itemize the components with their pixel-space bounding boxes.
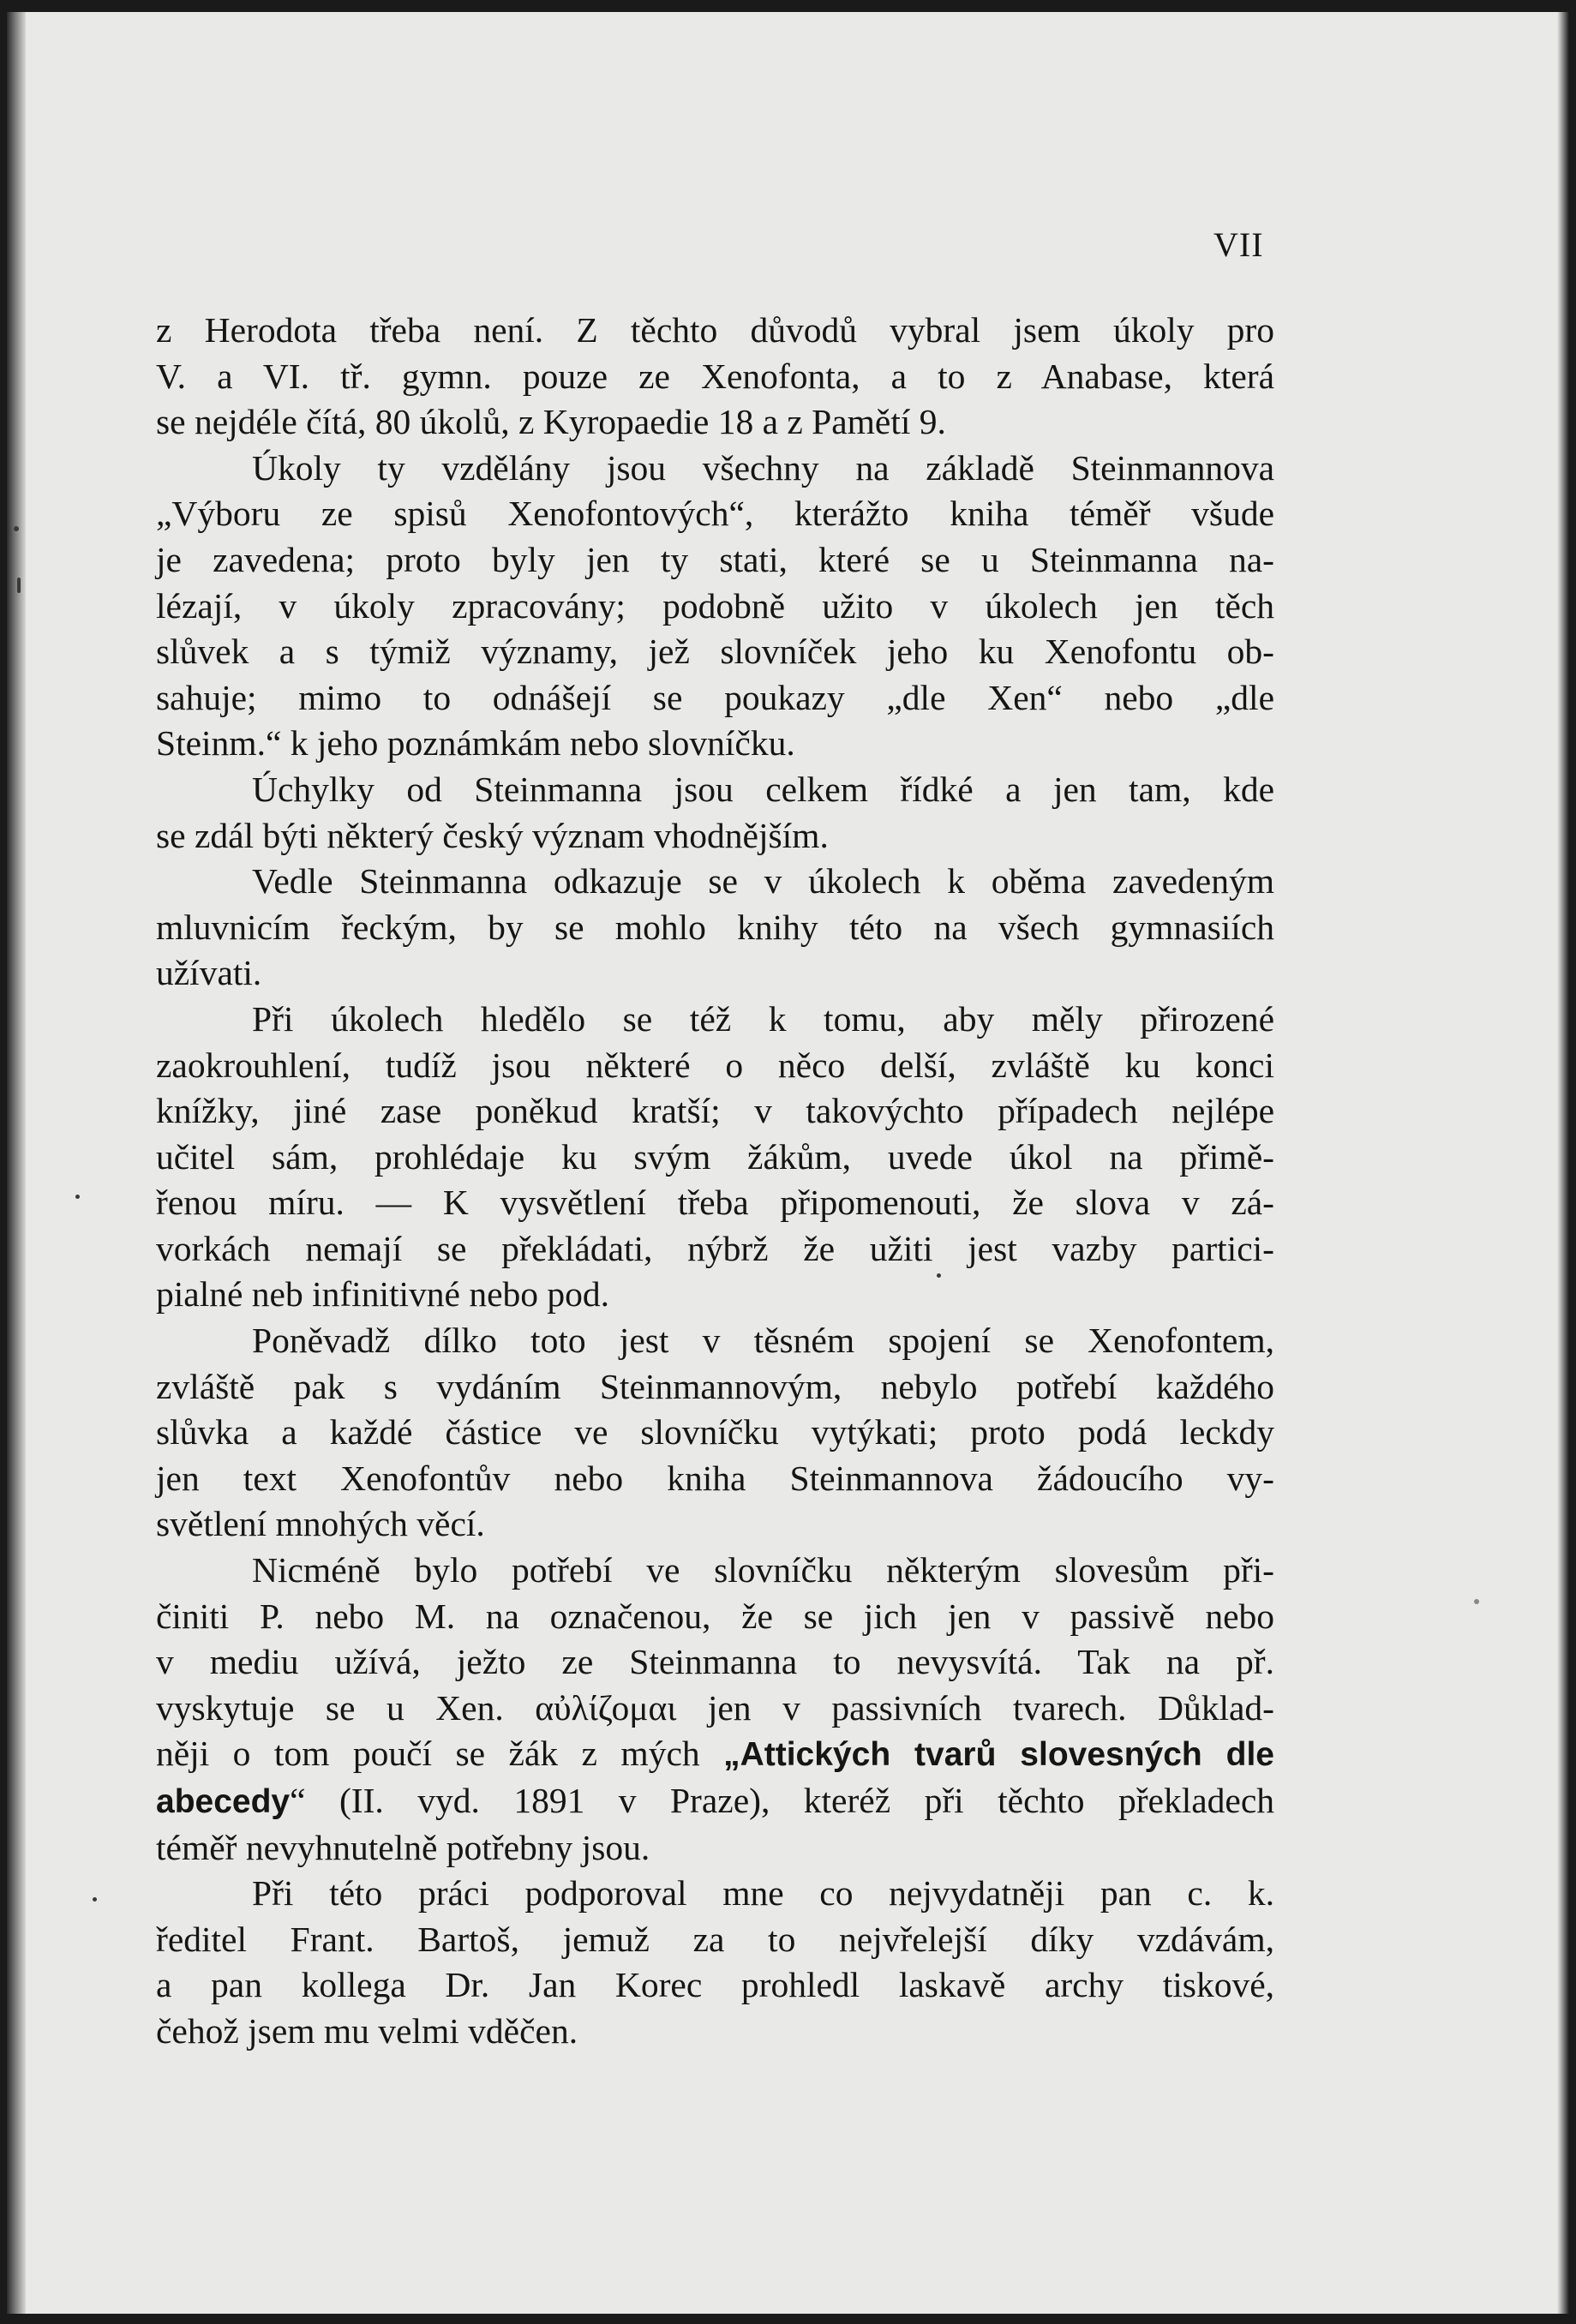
paragraph	[156, 997, 1274, 1318]
paragraph	[156, 1318, 1274, 1548]
text-line: Úchylky od Steinmanna jsou celkem řídké a jen tam, kde	[252, 769, 1274, 809]
body-text	[156, 308, 1274, 2055]
text-segment: “ (II. vyd. 1891 v Praze), kteréž při těchto překladech	[290, 1781, 1274, 1820]
text-line: činiti P. nebo M. na označenou, že se jich jen v passivě nebo	[156, 1596, 1274, 1636]
text-line: učitel sám, prohlédaje ku svým žákům, uvede úkol na přimě-	[156, 1136, 1274, 1177]
page-number: VII	[1213, 225, 1264, 264]
text-line: sahuje; mimo to odnášejí se poukazy „dle Xen“ nebo „dle	[156, 677, 1274, 717]
text-segment: něji o tom poučí se žák z mých	[156, 1734, 700, 1774]
text-line: slůvek a s týmiž významy, jež slovníček jeho ku Xenofontu ob-	[156, 632, 1274, 672]
scan-speck	[14, 526, 19, 531]
paragraph	[156, 308, 1274, 446]
text-line: Při této práci podporoval mne co nejvydatněji pan c. k.	[252, 1873, 1274, 1914]
text-line	[156, 1731, 1274, 1778]
text-line: světlení mnohých věcí.	[156, 1504, 485, 1544]
paragraph	[156, 446, 1274, 767]
scan-speck	[1474, 1599, 1479, 1604]
page-left-edge-shadow	[7, 12, 26, 2314]
text-line: lézají, v úkoly zpracovány; podobně užito v úkolech jen těch	[156, 585, 1274, 626]
book-title-bold: „Attických tvarů slovesných dle	[723, 1736, 1275, 1774]
text-line: knížky, jiné zase poněkud kratší; v takovýchto případech nejlépe	[156, 1091, 1274, 1131]
text-line: se zdál býti některý český význam vhodnějším.	[156, 815, 829, 855]
text-line: zaokrouhlení, tudíž jsou některé o něco delší, zvláště ku konci	[156, 1045, 1274, 1085]
text-line: slůvka a každé částice ve slovníčku vytýkati; proto podá leckdy	[156, 1412, 1274, 1452]
scan-speck	[17, 578, 21, 593]
text-line: řenou míru. — K vysvětlení třeba připomenouti, že slova v zá-	[156, 1183, 1274, 1223]
text-line: Vedle Steinmanna odkazuje se v úkolech k oběma zavedeným	[252, 861, 1274, 901]
book-title-bold: abecedy	[156, 1783, 291, 1820]
text-line: „Výboru ze spisů Xenofontových“, kterážto kniha téměř všude	[156, 494, 1274, 534]
text-line: téměř nevyhnutelně potřebny jsou.	[156, 1827, 650, 1867]
text-line: z Herodota třeba není. Z těchto důvodů vybral jsem úkoly pro	[156, 310, 1274, 350]
text-line: a pan kollega Dr. Jan Korec prohledl laskavě archy tiskové,	[156, 1965, 1274, 2005]
scan-speck	[75, 1195, 80, 1199]
page-right-edge-shadow	[1557, 12, 1569, 2314]
scanned-page	[7, 12, 1569, 2314]
text-line: pialné neb infinitivné nebo pod.	[156, 1274, 610, 1315]
text-line: užívati.	[156, 953, 262, 993]
text-line: je zavedena; proto byly jen ty stati, které se u Steinmanna na-	[156, 539, 1274, 579]
text-line: zvláště pak s vydáním Steinmannovým, nebylo potřebí každého	[156, 1366, 1274, 1406]
paragraph	[156, 1871, 1274, 2054]
text-line: V. a VI. tř. gymn. pouze ze Xenofonta, a to z Anabase, která	[156, 356, 1274, 396]
text-line: Steinm.“ k jeho poznámkám nebo slovníčku.	[156, 723, 795, 764]
scan-speck	[93, 1897, 97, 1902]
text-line: Nicméně bylo potřebí ve slovníčku některým slovesům při-	[252, 1550, 1274, 1590]
text-line: vorkách nemají se překládati, nýbrž že užiti jest vazby partici-	[156, 1228, 1274, 1268]
text-line	[156, 1778, 1274, 1825]
text-line: jen text Xenofontův nebo kniha Steinmannova žádoucího vy-	[156, 1458, 1274, 1498]
text-line: se nejdéle čítá, 80 úkolů, z Kyropaedie 18 a z Pamětí 9.	[156, 402, 946, 442]
text-line: ředitel Frant. Bartoš, jemuž za to nejvřelejší díky vzdávám,	[156, 1919, 1274, 1959]
text-line: mluvnicím řeckým, by se mohlo knihy této na všech gymnasiích	[156, 907, 1274, 947]
text-line: Při úkolech hledělo se též k tomu, aby měly přirozené	[252, 998, 1274, 1039]
text-line: v mediu užívá, ježto ze Steinmanna to nevysvítá. Tak na př.	[156, 1642, 1274, 1682]
text-line: vyskytuje se u Xen. αὐλίζομαι jen v passivních tvarech. Důklad-	[156, 1687, 1274, 1728]
paragraph	[156, 1548, 1274, 1871]
text-line: Poněvadž dílko toto jest v těsném spojení se Xenofontem,	[252, 1321, 1274, 1361]
paragraph	[156, 859, 1274, 997]
text-line: Úkoly ty vzdělány jsou všechny na základě Steinmannova	[252, 447, 1274, 488]
text-line: čehož jsem mu velmi vděčen.	[156, 2010, 578, 2051]
paragraph	[156, 767, 1274, 859]
